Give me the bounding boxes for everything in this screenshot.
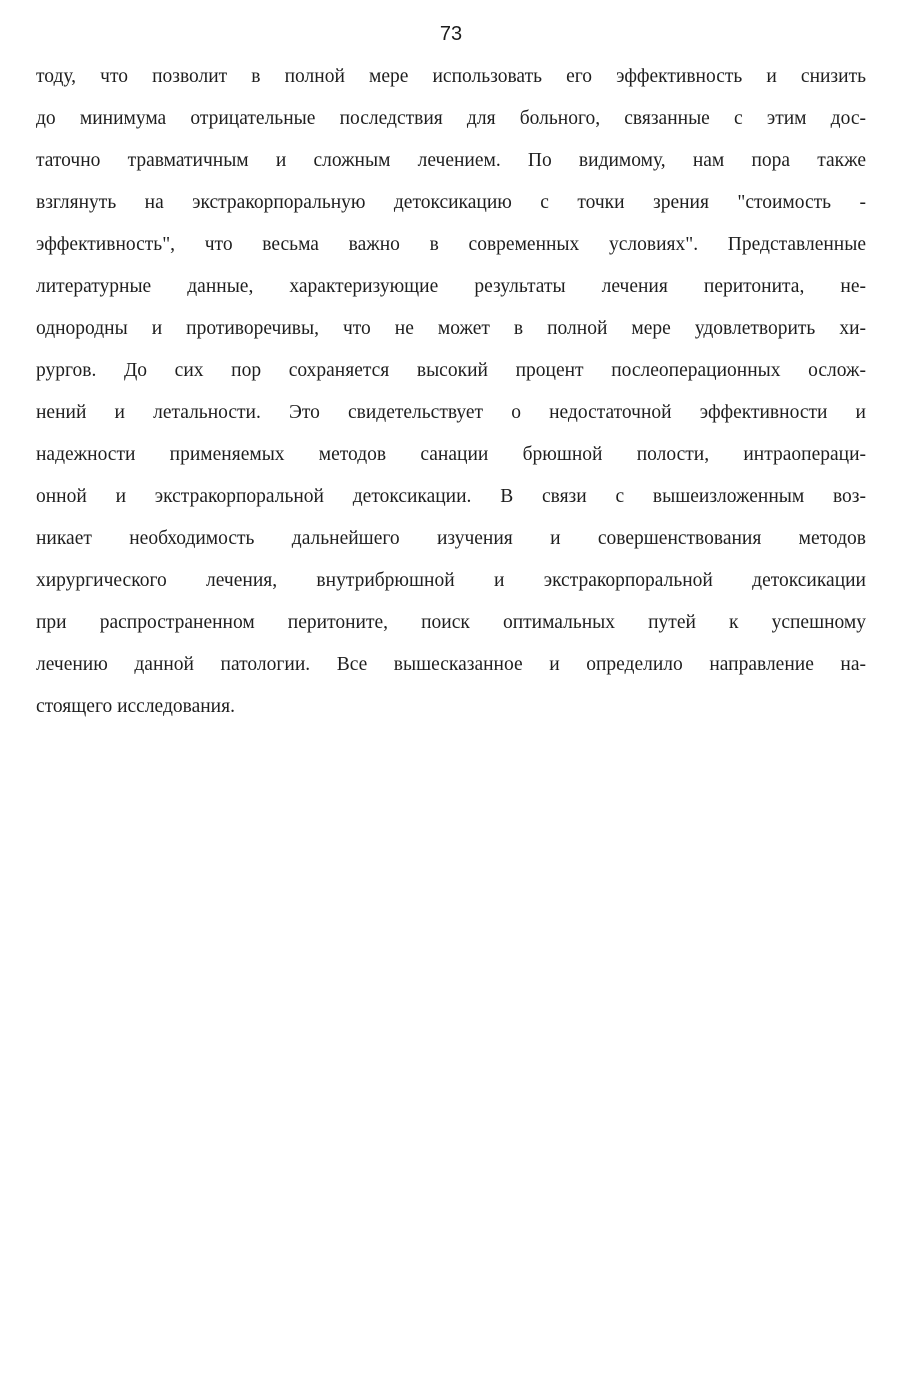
text-line: нений и летальности. Это свидетельствует о недостаточной эффективности и <box>36 402 866 423</box>
text-line: стоящего исследования. <box>36 696 235 717</box>
text-line: эффективность", что весьма важно в современных условиях". Представленные <box>36 234 866 255</box>
body-paragraph <box>36 56 866 728</box>
text-line: надежности применяемых методов санации брюшной полости, интраопераци- <box>36 444 866 465</box>
text-line: однородны и противоречивы, что не может в полной мере удовлетворить хи- <box>36 318 866 339</box>
text-line: хирургического лечения, внутрибрюшной и экстракорпоральной детоксикации <box>36 570 866 591</box>
text-line: при распространенном перитоните, поиск оптимальных путей к успешному <box>36 612 866 633</box>
text-line: тоду, что позволит в полной мере использовать его эффективность и снизить <box>36 66 866 87</box>
page-number: 73 <box>439 23 463 45</box>
text-line: лечению данной патологии. Все вышесказанное и определило направление на- <box>36 654 866 675</box>
text-line: взглянуть на экстракорпоральную детоксикацию с точки зрения "стоимость - <box>36 192 866 213</box>
text-line: таточно травматичным и сложным лечением. По видимому, нам пора также <box>36 150 866 171</box>
text-line: до минимума отрицательные последствия для больного, связанные с этим дос- <box>36 108 866 129</box>
text-line: рургов. До сих пор сохраняется высокий процент послеоперационных ослож- <box>36 360 866 381</box>
text-line: онной и экстракорпоральной детоксикации. В связи с вышеизложенным воз- <box>36 486 866 507</box>
text-line: никает необходимость дальнейшего изучения и совершенствования методов <box>36 528 866 549</box>
text-line: литературные данные, характеризующие результаты лечения перитонита, не- <box>36 276 866 297</box>
